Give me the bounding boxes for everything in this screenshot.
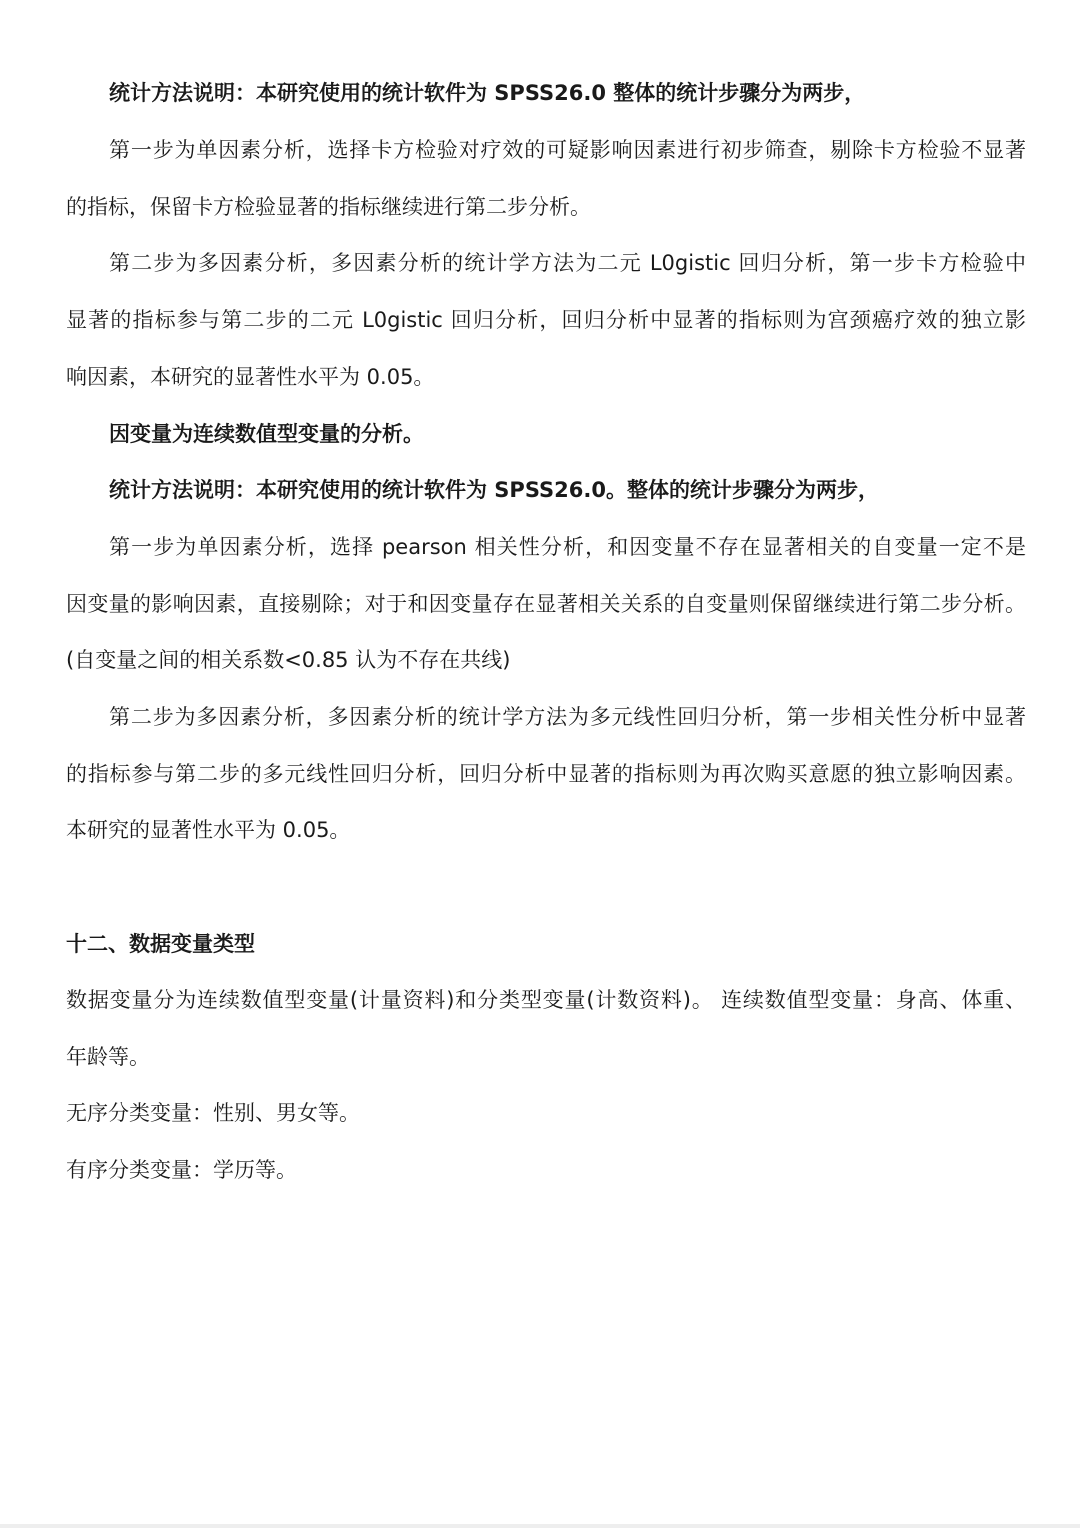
linear-regression-step-line-2: 的指标参与第二步的多元线性回归分析，回归分析中显著的指标则为再次购买意愿的独立影响因素。 — [66, 762, 1026, 786]
step-two-paragraph-line-1: 第二步为多因素分析，多因素分析的统计学方法为二元 L0gistic 回归分析，第一步卡方检验中 — [109, 251, 1026, 275]
linear-regression-step-line-1: 第二步为多因素分析，多因素分析的统计学方法为多元线性回归分析，第一步相关性分析中显著 — [109, 705, 1026, 729]
step-two-paragraph-line-2: 显著的指标参与第二步的二元 L0gistic 回归分析，回归分析中显著的指标则为宫颈癌疗效的独立影 — [66, 308, 1026, 332]
variable-types-line-2: 年龄等。 — [66, 1045, 150, 1069]
pearson-step-line-1: 第一步为单因素分析，选择 pearson 相关性分析，和因变量不存在显著相关的自变量一定不是 — [109, 535, 1026, 559]
page-bottom-edge — [0, 1524, 1080, 1528]
pearson-step-line-2: 因变量的影响因素，直接剔除；对于和因变量存在显著相关关系的自变量则保留继续进行第二步分析。 — [66, 592, 1026, 616]
step-one-paragraph-line-2: 的指标，保留卡方检验显著的指标继续进行第二步分析。 — [66, 195, 591, 219]
stat-method-note-2: 统计方法说明：本研究使用的统计软件为 SPSS26.0。整体的统计步骤分为两步， — [109, 478, 879, 502]
continuous-dv-heading: 因变量为连续数值型变量的分析。 — [109, 422, 424, 446]
variable-types-line-1: 数据变量分为连续数值型变量(计量资料)和分类型变量(计数资料)。 连续数值型变量：身高、体重、 — [66, 988, 1026, 1012]
step-two-paragraph-line-3: 响因素，本研究的显著性水平为 0.05。 — [66, 365, 435, 389]
pearson-step-line-3: (自变量之间的相关系数<0.85 认为不存在共线) — [66, 648, 511, 672]
stat-method-note-1: 统计方法说明：本研究使用的统计软件为 SPSS26.0 整体的统计步骤分为两步， — [109, 81, 866, 105]
step-one-paragraph-line-1: 第一步为单因素分析，选择卡方检验对疗效的可疑影响因素进行初步筛查，剔除卡方检验不显著 — [109, 138, 1026, 162]
section-heading-data-variable-types: 十二、数据变量类型 — [66, 932, 255, 956]
unordered-categorical-line: 无序分类变量：性别、男女等。 — [66, 1101, 360, 1125]
linear-regression-step-line-3: 本研究的显著性水平为 0.05。 — [66, 818, 351, 842]
ordered-categorical-line: 有序分类变量：学历等。 — [66, 1158, 297, 1182]
